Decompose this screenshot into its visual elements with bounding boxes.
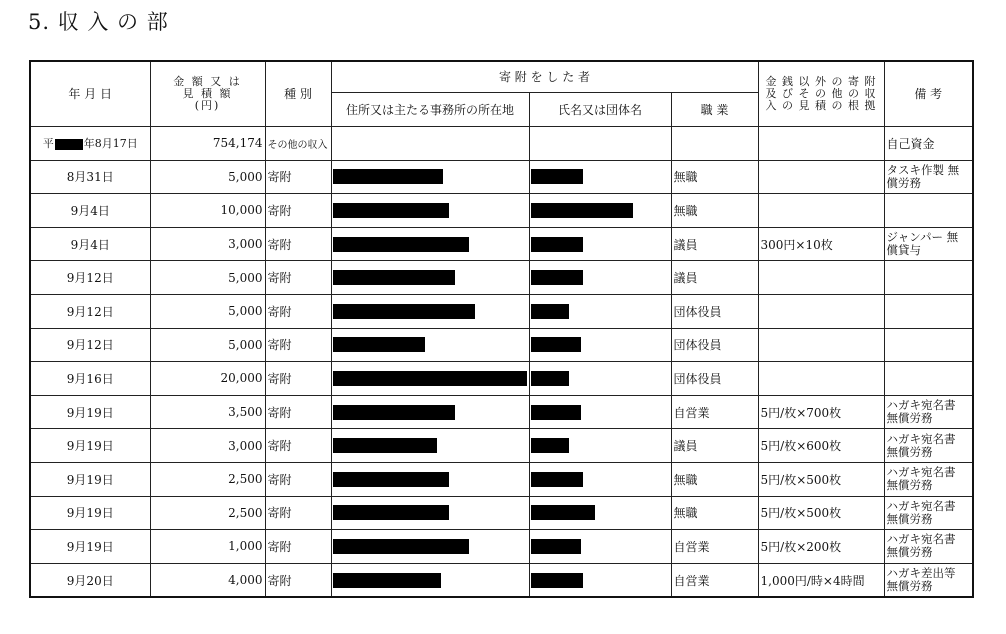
name-cell	[529, 530, 671, 564]
occupation-cell: 無職	[671, 194, 758, 228]
redaction-bar	[333, 371, 527, 386]
table-row	[30, 563, 973, 597]
table-row	[30, 261, 973, 295]
redaction-bar	[531, 270, 583, 285]
occupation-cell: 無職	[671, 160, 758, 194]
date-cell: 9月19日	[30, 530, 150, 564]
estimate-cell	[758, 328, 884, 362]
type-cell: 寄附	[265, 194, 331, 228]
header-estimate-line2: 及 び そ の 他 の 収	[765, 87, 877, 100]
address-cell	[331, 395, 529, 429]
estimate-cell: 5円/枚×600枚	[758, 429, 884, 463]
estimate-cell: 5円/枚×500枚	[758, 462, 884, 496]
date-cell: 9月4日	[30, 194, 150, 228]
address-cell	[331, 194, 529, 228]
redaction-bar	[531, 573, 583, 588]
date-cell: 9月12日	[30, 294, 150, 328]
header-address: 住所又は主たる事務所の所在地	[331, 93, 529, 127]
type-cell: 寄附	[265, 462, 331, 496]
header-estimate	[758, 61, 884, 127]
address-cell	[331, 496, 529, 530]
amount-cell: 2,500	[150, 496, 265, 530]
occupation-cell: 団体役員	[671, 362, 758, 396]
estimate-cell	[758, 294, 884, 328]
table-row	[30, 429, 973, 463]
type-cell: 寄附	[265, 563, 331, 597]
occupation-cell: 自営業	[671, 395, 758, 429]
remarks-cell	[884, 362, 973, 396]
occupation-cell: 議員	[671, 261, 758, 295]
name-cell	[529, 328, 671, 362]
type-cell: 寄附	[265, 530, 331, 564]
redaction-bar	[531, 337, 581, 352]
address-cell	[331, 530, 529, 564]
remarks-cell	[884, 294, 973, 328]
table-row	[30, 462, 973, 496]
redaction-bar	[333, 573, 441, 588]
header-amount-line3: (円)	[194, 99, 221, 112]
occupation-cell: 無職	[671, 496, 758, 530]
table-body	[30, 127, 973, 598]
amount-cell: 3,500	[150, 395, 265, 429]
amount-cell: 5,000	[150, 294, 265, 328]
name-cell	[529, 362, 671, 396]
table-row	[30, 362, 973, 396]
date-cell: 9月16日	[30, 362, 150, 396]
redaction-bar	[531, 505, 595, 520]
redaction-bar	[531, 405, 581, 420]
type-cell: 寄附	[265, 227, 331, 261]
estimate-cell: 5円/枚×500枚	[758, 496, 884, 530]
remarks-cell: タスキ作製 無償労務	[884, 160, 973, 194]
header-date: 年 月 日	[30, 61, 150, 127]
address-cell	[331, 328, 529, 362]
remarks-cell: ハガキ宛名書 無償労務	[884, 496, 973, 530]
table-row	[30, 294, 973, 328]
table-row	[30, 496, 973, 530]
name-cell	[529, 227, 671, 261]
date-cell: 9月20日	[30, 563, 150, 597]
amount-cell: 5,000	[150, 261, 265, 295]
redaction-bar	[333, 337, 425, 352]
date-cell: 9月12日	[30, 328, 150, 362]
remarks-cell	[884, 194, 973, 228]
occupation-cell: 自営業	[671, 563, 758, 597]
redaction-bar	[531, 371, 569, 386]
estimate-cell	[758, 362, 884, 396]
redaction-bar	[333, 505, 449, 520]
remarks-cell: ハガキ宛名書 無償労務	[884, 395, 973, 429]
date-cell: 9月19日	[30, 462, 150, 496]
occupation-cell: 自営業	[671, 530, 758, 564]
amount-cell: 754,174	[150, 127, 265, 161]
remarks-cell: ジャンパー 無償貸与	[884, 227, 973, 261]
redaction-bar	[531, 304, 569, 319]
type-cell: その他の収入	[265, 127, 331, 161]
address-cell	[331, 429, 529, 463]
redaction-bar	[333, 169, 443, 184]
date-prefix: 平	[42, 137, 54, 151]
amount-cell: 4,000	[150, 563, 265, 597]
header-donor-group: 寄 附 を し た 者	[331, 61, 758, 93]
occupation-cell: 団体役員	[671, 328, 758, 362]
remarks-cell	[884, 328, 973, 362]
type-cell: 寄附	[265, 429, 331, 463]
estimate-cell: 5円/枚×700枚	[758, 395, 884, 429]
redaction-bar	[333, 203, 449, 218]
estimate-cell: 5円/枚×200枚	[758, 530, 884, 564]
redaction-bar	[531, 472, 583, 487]
redaction-bar	[531, 203, 633, 218]
table-row	[30, 160, 973, 194]
occupation-cell: 議員	[671, 429, 758, 463]
date-cell: 8月31日	[30, 160, 150, 194]
remarks-cell: ハガキ差出等 無償労務	[884, 563, 973, 597]
amount-cell: 20,000	[150, 362, 265, 396]
amount-cell: 3,000	[150, 429, 265, 463]
name-cell	[529, 160, 671, 194]
occupation-cell	[671, 127, 758, 161]
remarks-cell: ハガキ宛名書 無償労務	[884, 462, 973, 496]
address-cell	[331, 462, 529, 496]
address-cell	[331, 261, 529, 295]
header-estimate-line1: 金 銭 以 外 の 寄 附	[765, 75, 877, 88]
amount-cell: 5,000	[150, 160, 265, 194]
address-cell	[331, 127, 529, 161]
redaction-bar	[531, 438, 569, 453]
name-cell	[529, 395, 671, 429]
address-cell	[331, 227, 529, 261]
header-remarks: 備 考	[884, 61, 973, 127]
address-cell	[331, 294, 529, 328]
type-cell: 寄附	[265, 496, 331, 530]
table-row	[30, 227, 973, 261]
table-row	[30, 194, 973, 228]
occupation-cell: 団体役員	[671, 294, 758, 328]
redaction-bar	[333, 472, 449, 487]
remarks-cell: ハガキ宛名書 無償労務	[884, 429, 973, 463]
header-name: 氏名又は団体名	[529, 93, 671, 127]
header-amount-line2: 見 積 額	[182, 87, 233, 100]
type-cell: 寄附	[265, 261, 331, 295]
table-row	[30, 395, 973, 429]
redaction-bar	[531, 539, 581, 554]
name-cell	[529, 496, 671, 530]
estimate-cell: 1,000円/時×4時間	[758, 563, 884, 597]
header-type: 種 別	[265, 61, 331, 127]
estimate-cell: 300円×10枚	[758, 227, 884, 261]
income-table	[29, 60, 974, 598]
first-row-date	[30, 127, 150, 161]
address-cell	[331, 563, 529, 597]
name-cell	[529, 127, 671, 161]
estimate-cell	[758, 261, 884, 295]
table-row	[30, 127, 973, 161]
table-row	[30, 530, 973, 564]
redaction-bar	[333, 237, 469, 252]
redaction-bar	[531, 169, 583, 184]
name-cell	[529, 261, 671, 295]
header-amount-line1: 金 額 又 は	[173, 75, 242, 88]
remarks-cell: 自己資金	[884, 127, 973, 161]
redaction-bar	[333, 405, 455, 420]
amount-cell: 3,000	[150, 227, 265, 261]
name-cell	[529, 563, 671, 597]
occupation-cell: 無職	[671, 462, 758, 496]
type-cell: 寄附	[265, 395, 331, 429]
redaction-bar	[333, 539, 469, 554]
estimate-cell	[758, 127, 884, 161]
header-amount	[150, 61, 265, 127]
name-cell	[529, 462, 671, 496]
type-cell: 寄附	[265, 328, 331, 362]
date-cell: 9月19日	[30, 429, 150, 463]
redaction-bar	[333, 438, 437, 453]
redaction-bar	[531, 237, 583, 252]
redaction-bar	[333, 270, 455, 285]
table-row	[30, 328, 973, 362]
name-cell	[529, 294, 671, 328]
redaction-bar	[55, 139, 83, 150]
type-cell: 寄附	[265, 160, 331, 194]
type-cell: 寄附	[265, 362, 331, 396]
date-cell: 9月19日	[30, 395, 150, 429]
amount-cell: 10,000	[150, 194, 265, 228]
estimate-cell	[758, 194, 884, 228]
estimate-cell	[758, 160, 884, 194]
name-cell	[529, 429, 671, 463]
date-suffix: 年8月17日	[83, 137, 138, 151]
address-cell	[331, 160, 529, 194]
type-cell: 寄附	[265, 294, 331, 328]
section-title: 5. 収 入 の 部	[28, 10, 169, 34]
date-cell: 9月4日	[30, 227, 150, 261]
date-cell: 9月12日	[30, 261, 150, 295]
redaction-bar	[333, 304, 475, 319]
occupation-cell: 議員	[671, 227, 758, 261]
address-cell	[331, 362, 529, 396]
remarks-cell	[884, 261, 973, 295]
remarks-cell: ハガキ宛名書 無償労務	[884, 530, 973, 564]
header-occupation: 職 業	[671, 93, 758, 127]
header-estimate-line3: 入 の 見 積 の 根 拠	[765, 99, 877, 112]
amount-cell: 2,500	[150, 462, 265, 496]
amount-cell: 5,000	[150, 328, 265, 362]
date-cell: 9月19日	[30, 496, 150, 530]
name-cell	[529, 194, 671, 228]
amount-cell: 1,000	[150, 530, 265, 564]
